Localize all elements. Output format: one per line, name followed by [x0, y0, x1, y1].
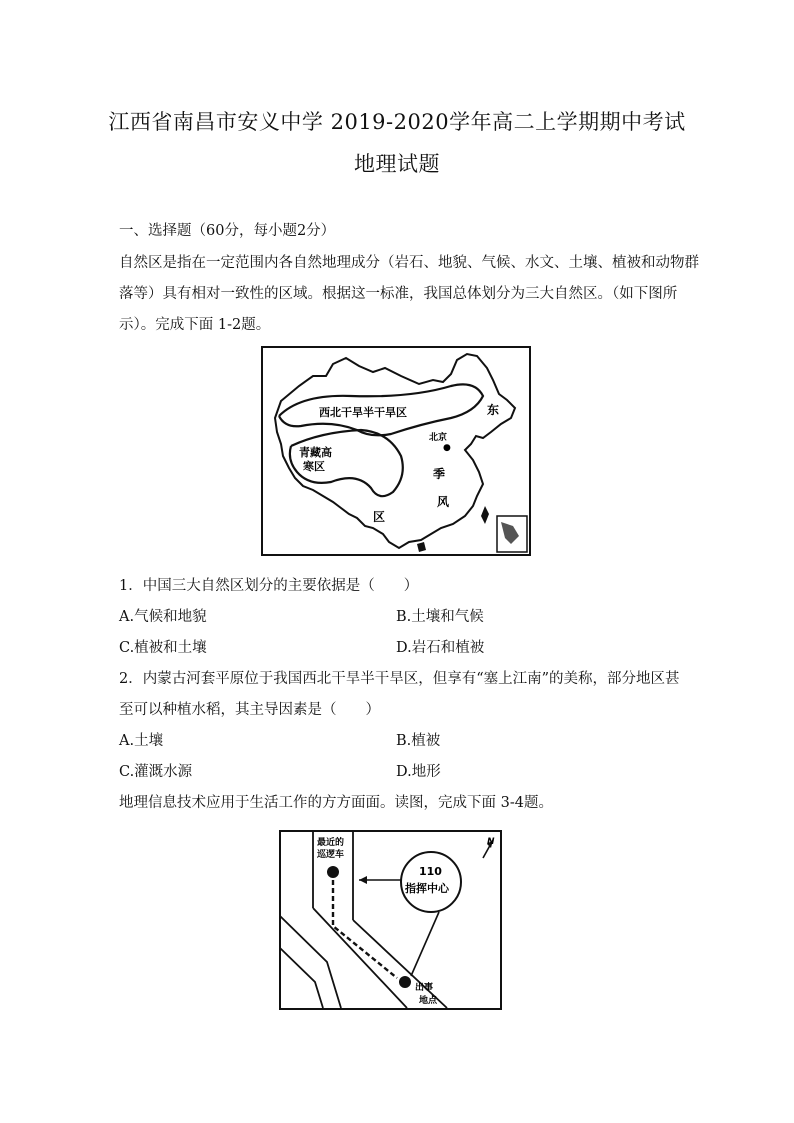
intro-line-3: 示）。完成下面 1-2题。	[119, 317, 271, 333]
label-beijing-1: 北京	[429, 433, 448, 443]
patrol-car-marker	[327, 866, 339, 878]
intro-3-4: 地理信息技术应用于生活工作的方方面面。读图，完成下面 3-4题。	[119, 795, 553, 811]
section-heading: 一、选择题（60分，每小题2分）	[119, 223, 336, 239]
q2-option-a: A.土壤	[119, 733, 164, 749]
center-number: 110	[419, 865, 442, 878]
label-monsoon-3: 区	[373, 510, 386, 524]
incident-label-2: 地点	[419, 996, 438, 1006]
intro-line-2: 落等）具有相对一致性的区域。根据这一标准，我国总体划分为三大自然区。（如下图所	[119, 286, 678, 302]
label-monsoon-2: 风	[437, 495, 450, 509]
label-east: 东	[487, 403, 500, 417]
page-subtitle: 地理试题	[354, 152, 440, 176]
incident-label-1: 出事	[415, 983, 434, 993]
dispatch-city-map	[279, 830, 502, 1010]
label-beijing-2: ●	[443, 443, 451, 453]
q1-option-a: A.气候和地貌	[119, 609, 207, 625]
q2-stem-1: 2．内蒙古河套平原位于我国西北干旱半干旱区，但享有“塞上江南”的美称，部分地区甚	[119, 671, 680, 687]
vehicle-label-1: 最近的	[317, 838, 345, 848]
label-qingzang-1: 青藏高	[299, 446, 332, 459]
label-monsoon-1: 季	[433, 467, 446, 481]
label-northwest: 西北干旱半干旱区	[319, 406, 407, 419]
center-label: 指挥中心	[405, 882, 449, 895]
q1-option-d: D.岩石和植被	[396, 640, 485, 656]
intro-line-1: 自然区是指在一定范围内各自然地理成分（岩石、地貌、气候、水文、土壤、植被和动物群	[119, 255, 699, 271]
q2-option-b: B.植被	[396, 733, 441, 749]
label-qingzang-2: 寒区	[303, 460, 325, 473]
q2-option-d: D.地形	[396, 764, 441, 780]
q2-stem-2: 至可以种植水稻，其主导因素是（ ）	[119, 702, 380, 718]
q1-option-b: B.土壤和气候	[396, 609, 484, 625]
page-title: 江西省南昌市安义中学 2019-2020学年高二上学期期中考试	[108, 110, 686, 134]
vehicle-label-2: 巡逻车	[317, 850, 345, 860]
incident-marker	[399, 976, 411, 988]
q2-option-c: C.灌溉水源	[119, 764, 193, 780]
q1-stem: 1．中国三大自然区划分的主要依据是（ ）	[119, 578, 419, 594]
china-natural-regions-map	[261, 346, 531, 556]
q1-option-c: C.植被和土壤	[119, 640, 207, 656]
north-label: N	[487, 837, 495, 847]
